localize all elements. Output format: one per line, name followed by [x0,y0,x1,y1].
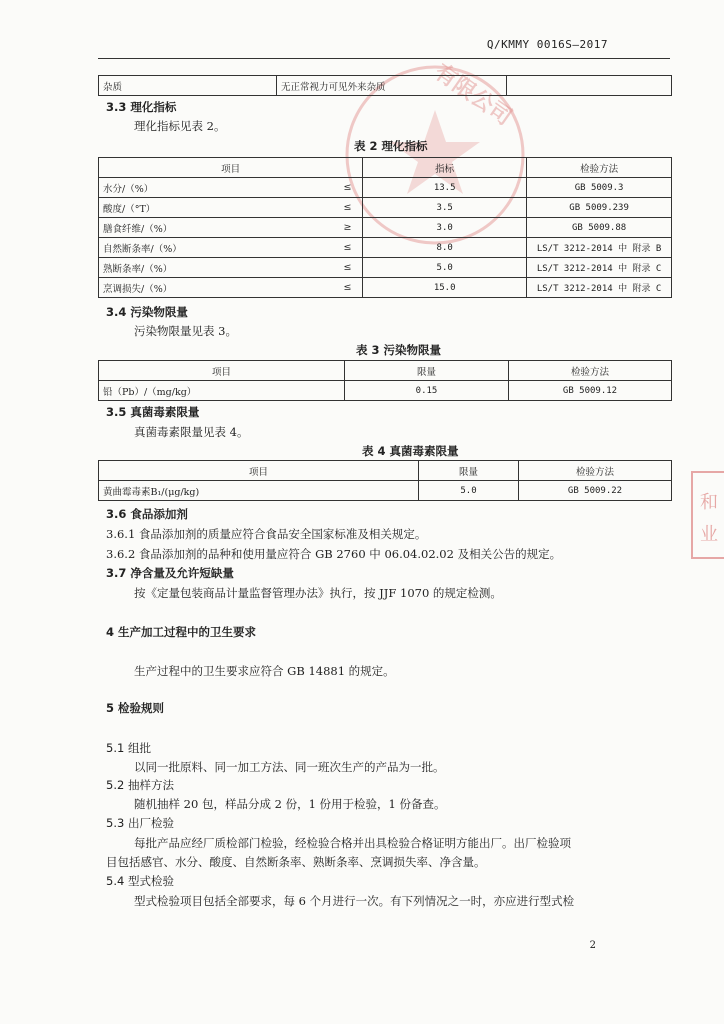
text-3-7: 按《定量包装商品计量监督管理办法》执行，按 JJF 1070 的规定检测。 [134,586,502,600]
cell-value: 3.0 [363,218,527,238]
text-4: 生产过程中的卫生要求应符合 GB 14881 的规定。 [134,664,395,678]
cell-item: 酸度/（°T） [99,198,333,218]
cell-label: 杂质 [99,76,277,96]
col-header-method: 检验方法 [527,158,672,178]
cell-item: 铅（Pb）/（mg/kg） [99,381,345,401]
col-header-item: 项目 [99,361,345,381]
heading-3-3: 3.3 理化指标 [106,100,177,114]
doc-code: Q/KMMY 0016S—2017 [486,38,608,51]
text-3-4: 污染物限量见表 3。 [134,324,237,338]
col-header-limit: 限量 [345,361,509,381]
table2-caption: 表 2 理化指标 [354,139,428,153]
heading-5: 5 检验规则 [106,701,165,715]
cell-item: 烹调损失/（%） [99,278,333,298]
text-5-1: 以同一批原料、同一加工方法、同一班次生产的产品为一批。 [134,760,445,774]
col-header-limit: 限量 [419,461,519,481]
table-header-row [99,158,672,178]
table-row [99,198,672,218]
table4-caption: 表 4 真菌毒素限量 [362,444,459,458]
page-number: 2 [589,940,596,951]
cell-value: 5.0 [363,258,527,278]
cell-op: ≤ [333,178,363,198]
cell-op: ≥ [333,218,363,238]
text-5-2: 随机抽样 20 包，样品分成 2 份，1 份用于检验，1 份备查。 [134,797,446,811]
heading-5-2: 5.2 抽样方法 [106,778,174,792]
heading-5-3: 5.3 出厂检验 [106,816,174,830]
table4 [98,460,672,501]
cell-empty [507,76,672,96]
cell-method: GB 5009.12 [509,381,672,401]
cell-value: 0.15 [345,381,509,401]
table3 [98,360,672,401]
header-rule [98,58,670,59]
col-header-item: 项目 [99,158,363,178]
col-header-value: 指标 [363,158,527,178]
table-header-row [99,461,672,481]
heading-5-4: 5.4 型式检验 [106,874,174,888]
table2 [98,157,672,298]
cell-method: LS/T 3212-2014 中 附录 B [527,238,672,258]
cell-value: 8.0 [363,238,527,258]
cell-value: 13.5 [363,178,527,198]
svg-text:业: 业 [700,524,718,545]
cell-item: 黄曲霉毒素B₁/(μg/kg) [99,481,419,501]
table-row [99,278,672,298]
table-row [99,218,672,238]
heading-3-5: 3.5 真菌毒素限量 [106,405,200,419]
cell-value: 5.0 [419,481,519,501]
col-header-item: 项目 [99,461,419,481]
text-3-3: 理化指标见表 2。 [134,119,226,133]
cell-value: 15.0 [363,278,527,298]
cell-value: 3.5 [363,198,527,218]
table-row [99,76,672,96]
table-row [99,381,672,401]
cell-op: ≤ [333,278,363,298]
cell-method: LS/T 3212-2014 中 附录 C [527,258,672,278]
cell-method: GB 5009.239 [527,198,672,218]
cell-item: 自然断条率/（%） [99,238,333,258]
table-row [99,258,672,278]
cell-value: 无正常视力可见外来杂质 [277,76,507,96]
table-row [99,178,672,198]
cell-op: ≤ [333,238,363,258]
heading-5-1: 5.1 组批 [106,741,151,755]
col-header-method: 检验方法 [519,461,672,481]
heading-4: 4 生产加工过程中的卫生要求 [106,625,257,639]
text-3-5: 真菌毒素限量见表 4。 [134,425,249,439]
table-header-row [99,361,672,381]
cell-op: ≤ [333,258,363,278]
text-5-3-line2: 目包括感官、水分、酸度、自然断条率、熟断条率、烹调损失率、净含量。 [106,855,486,869]
text-3-6-2: 3.6.2 食品添加剂的品种和使用量应符合 GB 2760 中 06.04.02.02 及相关公告的规定。 [106,547,562,561]
text-5-3-line1: 每批产品应经厂质检部门检验，经检验合格并出具检验合格证明方能出厂。出厂检验项 [134,836,571,850]
cell-method: GB 5009.22 [519,481,672,501]
svg-text:和: 和 [700,492,718,513]
table-row [99,481,672,501]
cell-item: 水分/（%） [99,178,333,198]
top-row-table [98,75,672,96]
table3-caption: 表 3 污染物限量 [356,343,442,357]
heading-3-7: 3.7 净含量及允许短缺量 [106,566,234,580]
cell-item: 熟断条率/（%） [99,258,333,278]
cell-op: ≤ [333,198,363,218]
text-5-4: 型式检验项目包括全部要求，每 6 个月进行一次。有下列情况之一时，亦应进行型式检 [134,894,575,908]
cell-item: 膳食纤维/（%） [99,218,333,238]
cell-method: GB 5009.3 [527,178,672,198]
heading-3-6: 3.6 食品添加剂 [106,507,188,521]
cell-method: GB 5009.88 [527,218,672,238]
edge-seal-fragment [690,470,724,560]
seal-text: 有限公司 [429,58,517,131]
cell-method: LS/T 3212-2014 中 附录 C [527,278,672,298]
text-3-6-1: 3.6.1 食品添加剂的质量应符合食品安全国家标准及相关规定。 [106,527,427,541]
col-header-method: 检验方法 [509,361,672,381]
heading-3-4: 3.4 污染物限量 [106,305,188,319]
table-row [99,238,672,258]
